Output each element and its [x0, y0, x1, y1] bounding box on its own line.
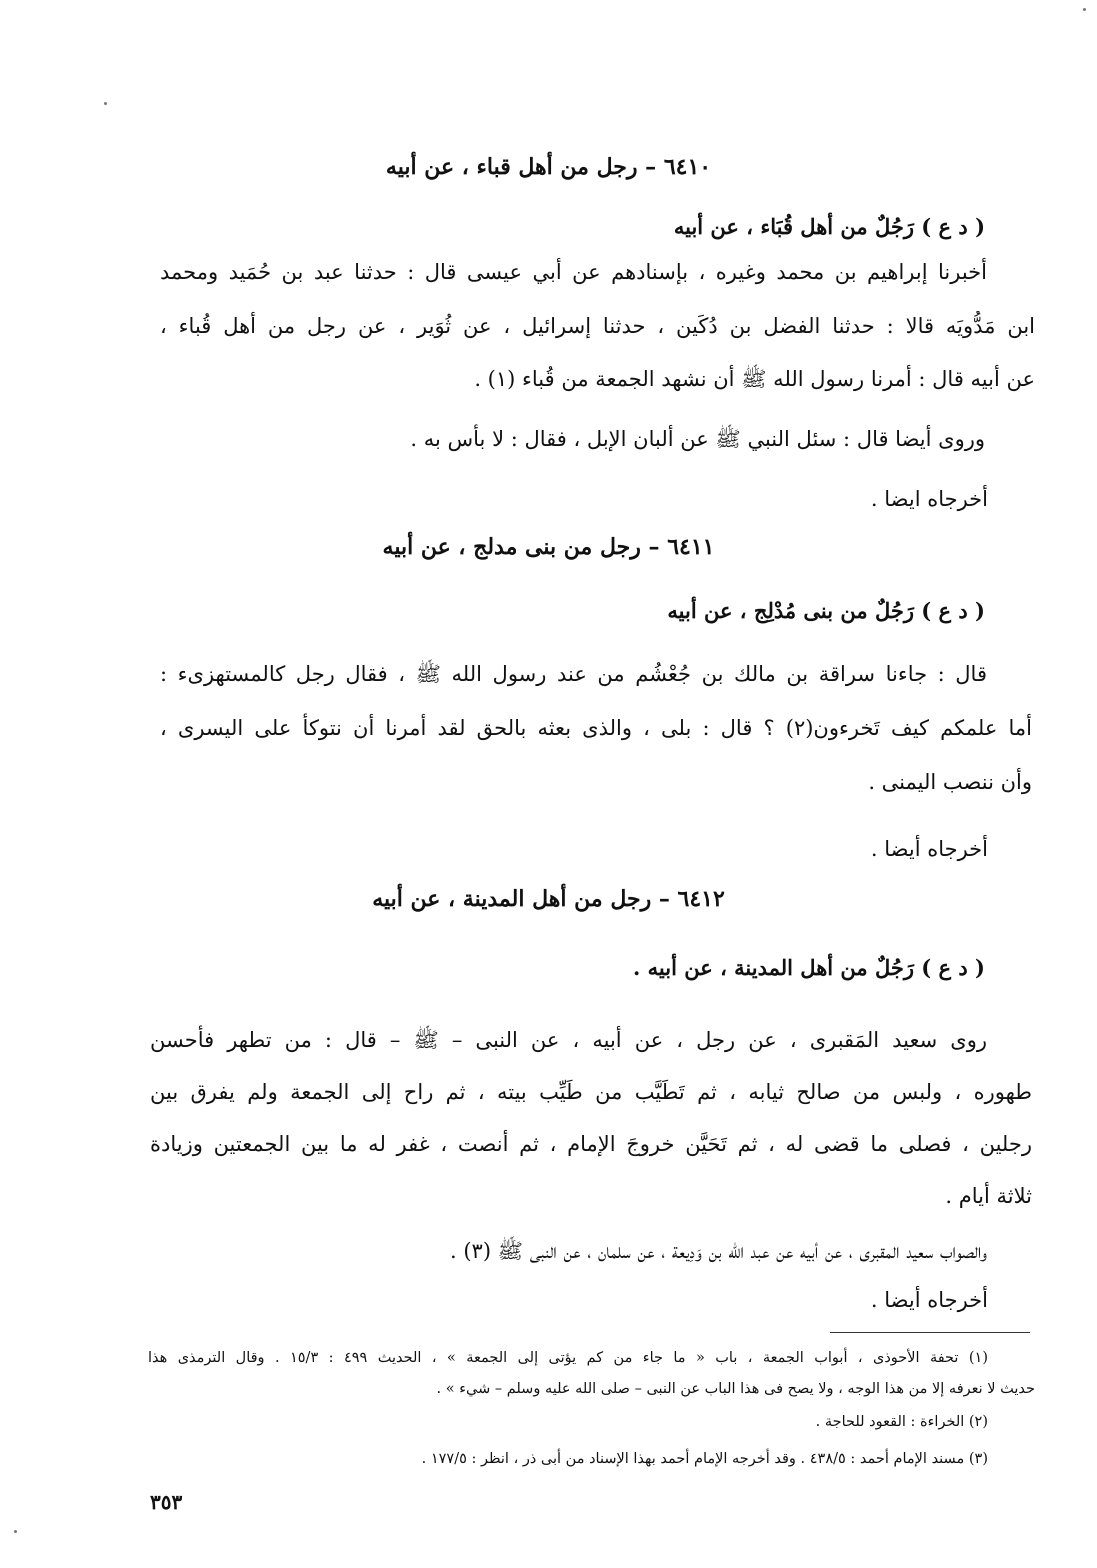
- body-line: أخرجاه أيضا .: [870, 1288, 988, 1312]
- body-line: روى سعيد المَقبرى ، عن رجل ، عن أبيه ، عن النبى – ﷺ – قال : من تطهر فأحسن: [150, 1028, 987, 1052]
- body-line: أخرجاه أيضا .: [870, 837, 988, 861]
- entry-heading-6412: ٦٤١٢ – رجل من أهل المدينة ، عن أبيه: [372, 886, 725, 912]
- page-number: ٣٥٣: [150, 1490, 183, 1514]
- body-line: طهوره ، ولبس من صالح ثيابه ، ثم تَطَيَّب من طَيِّب بيته ، ثم راح إلى الجمعة ولم يفرق بين: [150, 1080, 1032, 1104]
- footnote-2: (٢) الخراءة : القعود للحاجة .: [815, 1414, 988, 1430]
- footnote-1: (١) تحفة الأحوذى ، أبواب الجمعة ، باب « ما جاء من كم يؤتى إلى الجمعة » ، الحديث ٤٩٩ : ١٥/٣ . وقال الترمذى هذا: [148, 1350, 988, 1366]
- body-line: وروى أيضا قال : سئل النبي ﷺ عن ألبان الإبل ، فقال : لا بأس به .: [410, 427, 985, 451]
- body-line: أما علمكم كيف تَخرءون(٢) ؟ قال : بلى ، والذى بعثه بالحق لقد أمرنا أن نتوكأ على اليسرى ،: [160, 716, 1032, 740]
- body-line: وأن ننصب اليمنى .: [868, 770, 1032, 794]
- entry-subheading-6412: ( د ع ) رَجُلٌ من أهل المدينة ، عن أبيه .: [633, 955, 985, 980]
- body-line: والصواب سعيد المقبرى ، عن أبيه عن عبد الله بن وَدِيعة ، عن سلمان ، عن النبى ﷺ (٣) .: [449, 1239, 987, 1263]
- body-line: عن أبيه قال : أمرنا رسول الله ﷺ أن نشهد الجمعة من قُباء (١) .: [474, 367, 1035, 391]
- footnote-divider: [830, 1332, 1030, 1333]
- scan-speck: [14, 1530, 17, 1533]
- footnote-1-continued: حديث لا نعرفه إلا من هذا الوجه ، ولا يصح فى هذا الباب عن النبى – صلى الله عليه وسلم – شيء » .: [436, 1381, 1035, 1397]
- footnote-3: (٣) مسند الإمام أحمد : ٤٣٨/٥ . وقد أخرجه الإمام أحمد بهذا الإسناد من أبى ذر ، انظر : ١٧٧/٥ .: [421, 1451, 988, 1467]
- scan-speck: [1083, 8, 1086, 11]
- body-line: رجلين ، فصلى ما قضى له ، ثم تَحَيَّن خروجَ الإمام ، ثم أنصت ، غفر له ما بين الجمعتين وزيادة: [150, 1132, 1032, 1156]
- body-line: قال : جاءنا سراقة بن مالك بن جُعْشُم من عند رسول الله ﷺ ، فقال رجل كالمستهزىء :: [160, 662, 987, 686]
- entry-subheading-6410: ( د ع ) رَجُلٌ من أهل قُبَاء ، عن أبيه: [673, 214, 985, 239]
- body-line: ابن مَدُّويَه قالا : حدثنا الفضل بن دُكَين ، حدثنا إسرائيل ، عن ثُوَير ، عن رجل من أهل قُباء ،: [160, 314, 1035, 338]
- body-line: أخرجاه ايضا .: [870, 487, 988, 511]
- entry-subheading-6411: ( د ع ) رَجُلٌ من بنى مُدْلِج ، عن أبيه: [667, 598, 985, 623]
- body-line: أخبرنا إبراهيم بن محمد وغيره ، بإسنادهم عن أبي عيسى قال : حدثنا عبد بن حُمَيد ومحمد: [160, 260, 987, 284]
- scan-speck: [104, 102, 107, 105]
- entry-heading-6410: ٦٤١٠ – رجل من أهل قباء ، عن أبيه: [385, 154, 712, 180]
- body-line: ثلاثة أيام .: [945, 1184, 1032, 1208]
- entry-heading-6411: ٦٤١١ – رجل من بنى مدلج ، عن أبيه: [382, 534, 715, 560]
